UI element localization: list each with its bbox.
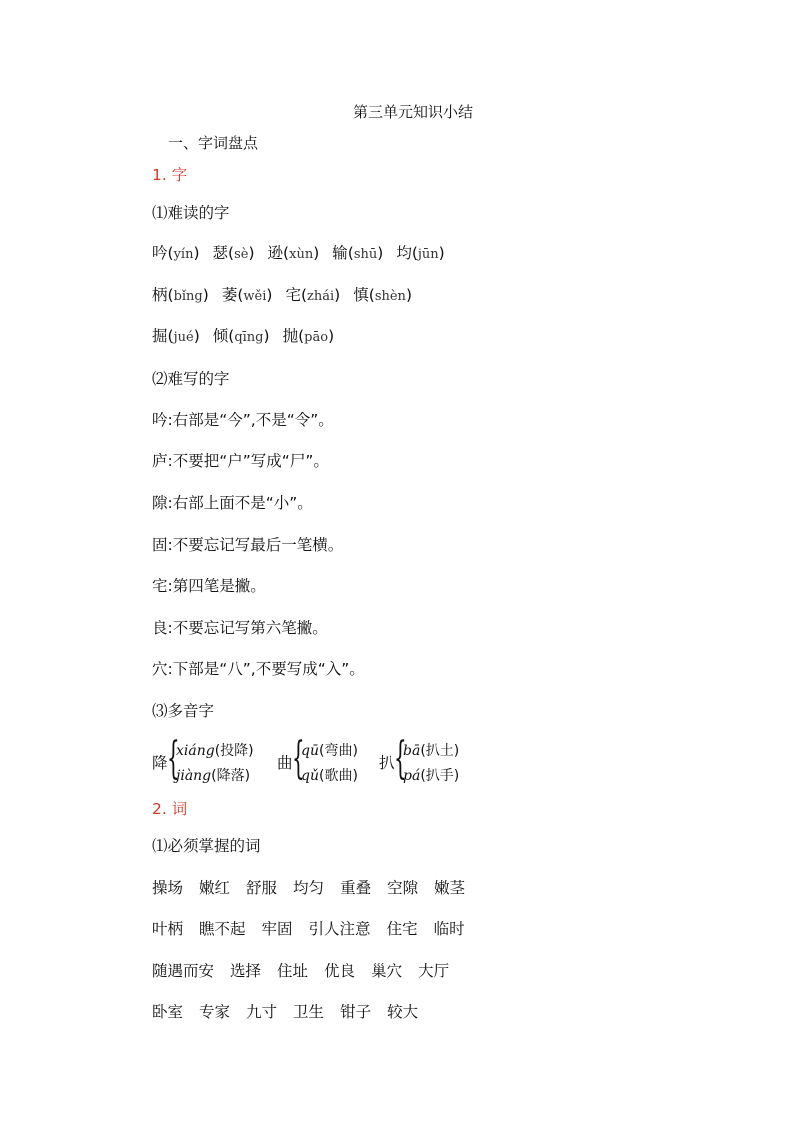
character: 逊	[267, 244, 284, 262]
heading-characters: 1. 字	[152, 166, 188, 184]
pinyin: jūn	[417, 247, 439, 262]
word-row	[152, 919, 481, 939]
vocab-word: 选择	[230, 962, 262, 980]
vocab-word: 巢穴	[371, 962, 403, 980]
vocab-word: 随遇而安	[152, 962, 215, 980]
char-with-pinyin: 慎(shèn)	[353, 286, 412, 304]
polyphonic-char: 曲	[277, 754, 293, 772]
vocab-word: 操场	[152, 879, 184, 897]
hard-write-item: 穴:下部是“八”,不要写成“入”。	[152, 660, 365, 678]
char-with-pinyin: 输(shū)	[332, 244, 384, 262]
char-with-pinyin: 均(jūn)	[396, 244, 445, 262]
polyphonic-char: 降	[152, 754, 168, 772]
example-word: (弯曲)	[318, 743, 358, 759]
example-word: (投降)	[214, 743, 254, 759]
example-word: (降落)	[211, 768, 251, 784]
vocab-word: 大厅	[418, 962, 450, 980]
char-with-pinyin: 宅(zhái)	[285, 286, 341, 304]
char-with-pinyin: 吟(yín)	[152, 244, 200, 262]
vocab-word: 住宅	[386, 920, 418, 938]
pinyin: qū	[301, 743, 319, 759]
section-heading-words: 一、字词盘点	[168, 134, 259, 152]
vocab-word: 卫生	[293, 1003, 325, 1021]
hard-write-item: 隙:右部上面不是“小”。	[152, 494, 313, 512]
pinyin: wěi	[243, 289, 267, 304]
character: 慎	[353, 286, 369, 304]
vocab-word: 引人注意	[308, 920, 371, 938]
hard-write-item: 吟:右部是“今”,不是“令”。	[152, 411, 334, 429]
brace-icon: {	[292, 733, 305, 784]
pinyin: shū	[353, 247, 378, 262]
polyphonic-char: 扒	[379, 754, 395, 772]
pinyin: pá	[403, 768, 421, 784]
vocab-word: 空隙	[387, 879, 419, 897]
hard-write-item: 宅:第四笔是撇。	[152, 577, 266, 595]
hard-write-item: 良:不要忘记写第六笔撇。	[152, 619, 328, 637]
heading-must-master: ⑴必须掌握的词	[152, 837, 261, 855]
word-row	[152, 961, 465, 981]
vocab-word: 住址	[277, 962, 309, 980]
pinyin: xiáng	[176, 743, 215, 759]
brace-icon: {	[394, 733, 407, 784]
hard-read-row	[152, 243, 458, 265]
vocab-word: 优良	[324, 962, 356, 980]
vocab-word: 嫩红	[199, 879, 231, 897]
character: 均	[396, 244, 412, 262]
brace-icon: {	[167, 733, 180, 784]
hard-read-row	[152, 326, 347, 348]
vocab-word: 瞧不起	[199, 920, 246, 938]
example-word: (扒土)	[420, 743, 460, 759]
heading-hard-to-write: ⑵难写的字	[152, 370, 230, 388]
example-word: (扒手)	[420, 768, 460, 784]
pinyin: yín	[173, 247, 194, 262]
vocab-word: 均匀	[293, 879, 325, 897]
hard-read-row	[152, 285, 425, 307]
char-with-pinyin: 倾(qīng)	[212, 327, 270, 345]
character: 抛	[282, 327, 299, 345]
hard-write-item: 庐:不要把“户”写成“尸”。	[152, 452, 329, 470]
pinyin: pāo	[304, 330, 329, 345]
pinyin: bǐng	[173, 289, 203, 304]
pinyin: xùn	[289, 247, 314, 262]
vocab-word: 钳子	[340, 1003, 372, 1021]
vocab-word: 嫩茎	[434, 879, 466, 897]
character: 宅	[285, 286, 301, 304]
pinyin: jiàng	[176, 768, 212, 784]
character: 输	[332, 244, 348, 262]
char-with-pinyin: 柄(bǐng)	[152, 286, 209, 304]
hard-write-item: 固:不要忘记写最后一笔横。	[152, 536, 344, 554]
character: 掘	[152, 327, 168, 345]
character: 瑟	[212, 244, 229, 262]
page-title: 第三单元知识小结	[352, 103, 473, 121]
pinyin: jué	[173, 330, 194, 345]
pinyin: zhái	[307, 289, 335, 304]
example-word: (歌曲)	[318, 768, 358, 784]
char-with-pinyin: 瑟(sè)	[212, 244, 255, 262]
vocab-word: 舒服	[246, 879, 278, 897]
pinyin: qǔ	[301, 768, 319, 784]
vocab-word: 临时	[433, 920, 465, 938]
heading-words: 2. 词	[152, 800, 188, 818]
vocab-word: 叶柄	[152, 920, 184, 938]
pinyin: qīng	[234, 330, 264, 345]
vocab-word: 九寸	[246, 1003, 278, 1021]
vocab-word: 较大	[387, 1003, 419, 1021]
heading-polyphonic: ⑶多音字	[152, 702, 215, 720]
char-with-pinyin: 逊(xùn)	[267, 244, 320, 262]
character: 吟	[152, 244, 168, 262]
character: 倾	[212, 327, 229, 345]
character: 萎	[221, 286, 238, 304]
char-with-pinyin: 抛(pāo)	[282, 327, 335, 345]
word-row	[152, 878, 481, 898]
char-with-pinyin: 掘(jué)	[152, 327, 200, 345]
heading-hard-to-read: ⑴难读的字	[152, 204, 230, 222]
character: 柄	[152, 286, 168, 304]
pinyin: sè	[234, 247, 249, 262]
pinyin: shèn	[374, 289, 406, 304]
char-with-pinyin: 萎(wěi)	[221, 286, 273, 304]
vocab-word: 重叠	[340, 879, 372, 897]
word-row	[152, 1002, 434, 1022]
pinyin: bā	[403, 743, 421, 759]
vocab-word: 专家	[199, 1003, 231, 1021]
vocab-word: 卧室	[152, 1003, 184, 1021]
vocab-word: 牢固	[261, 920, 293, 938]
